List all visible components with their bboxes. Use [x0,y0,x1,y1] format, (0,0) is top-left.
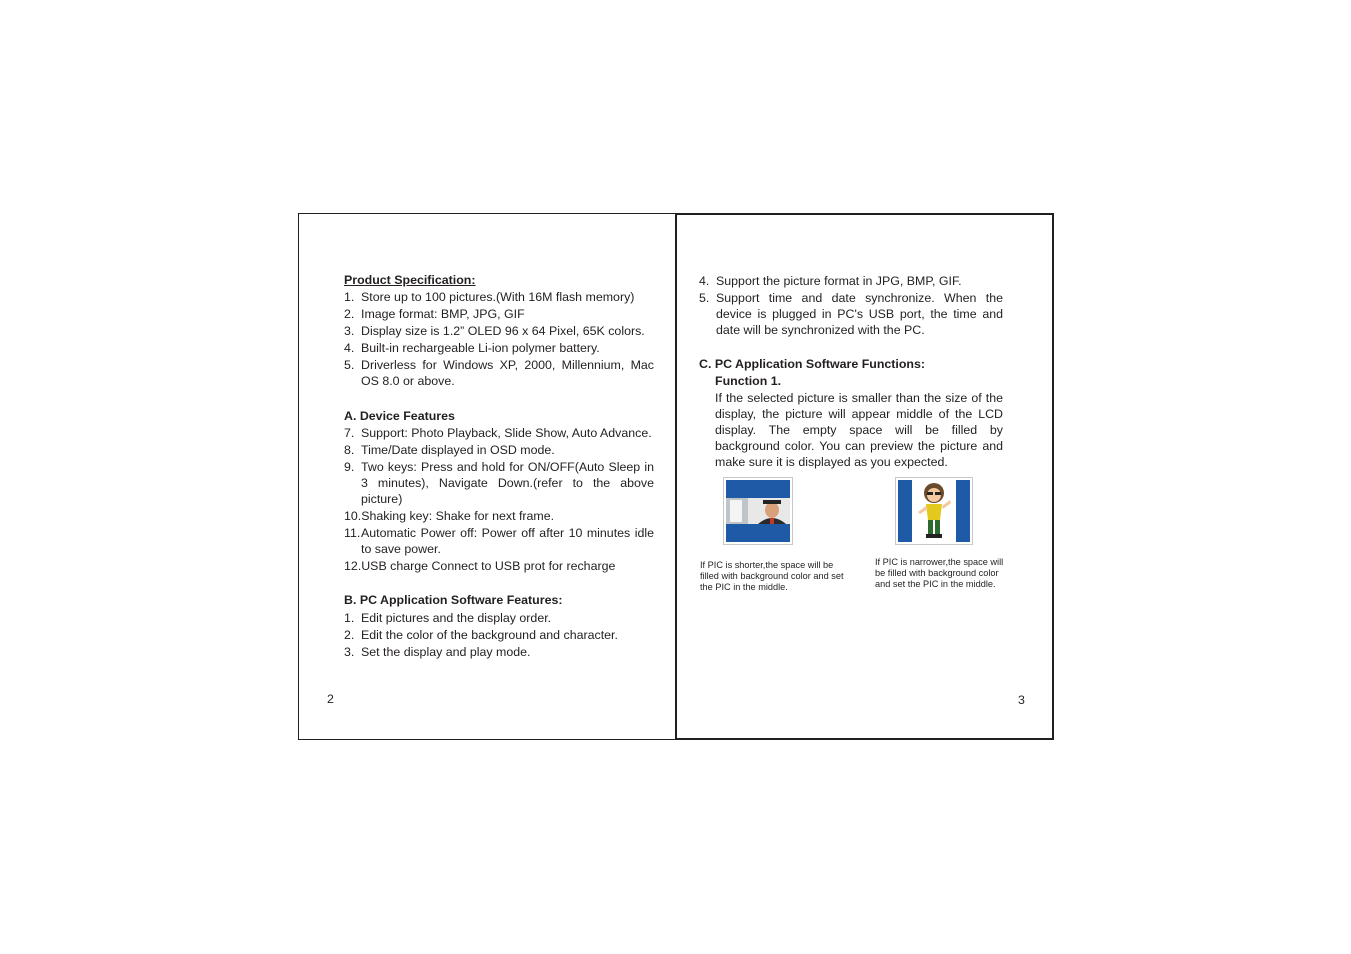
list-item: 4. Support the picture format in JPG, BMP, GIF. [699,274,962,288]
page-number: 3 [1018,693,1025,707]
list-item: 2. Image format: BMP, JPG, GIF [344,307,525,321]
page-number: 2 [327,692,334,706]
left-page [298,213,676,740]
list-item: 8. Time/Date displayed in OSD mode. [344,443,555,457]
list-item: 1. Edit pictures and the display order. [344,611,552,625]
list-item: 7. Support: Photo Playback, Slide Show, Auto Advance. [344,426,652,440]
graduate-photo-icon [724,478,792,544]
right-page [675,213,1054,740]
product-spec-heading: Product Specification: [344,273,476,287]
list-item: 11. Automatic Power off: Power off after 10 minutes idle to save power. [344,526,654,556]
figure-narrower-picture [895,477,973,545]
continued-feature-list [699,273,1003,338]
software-features-heading: B. PC Application Software Features: [344,593,563,607]
list-item: 1. Store up to 100 pictures.(With 16M flash memory) [344,290,635,304]
figure-shorter-picture [723,477,793,545]
device-features-heading: A. Device Features [344,409,455,423]
list-item: 9. Two keys: Press and hold for ON/OFF(Auto Sleep in 3 minutes), Navigate Down.(refer to the above picture) [344,460,654,506]
cartoon-character-icon [896,478,972,544]
product-spec-list [344,289,654,389]
list-item: 4. Built-in rechargeable Li-ion polymer battery. [344,341,600,355]
function-subheading: Function 1. [715,374,782,388]
list-item: 5. Support time and date synchronize. When the device is plugged in PC's USB port, the time and date will be synchronized with the PC. [699,291,1003,337]
list-item: 3. Set the display and play mode. [344,645,531,659]
list-item: 2. Edit the color of the background and character. [344,628,618,642]
right-page-content [699,273,1003,470]
function-description: If the selected picture is smaller than the size of the display, the picture will appear middle of the LCD display. The empty space will be filled by background color. You can preview the picture and make sure it is displayed as you expected. [715,391,1003,469]
list-item: 3. Display size is 1.2” OLED 96 x 64 Pixel, 65K colors. [344,324,645,338]
list-item: 12.USB charge Connect to USB prot for recharge [344,559,616,573]
figure-caption-shorter: If PIC is shorter,the space will be filled with background color and set the PIC in the middle. [700,560,844,592]
software-functions-heading: C. PC Application Software Functions: [699,357,926,371]
software-features-list [344,610,654,660]
figure-caption-narrower: If PIC is narrower,the space will be filled with background color and set the PIC in the middle. [875,557,1004,589]
left-page-content [344,272,654,660]
list-item: 10.Shaking key: Shake for next frame. [344,509,555,523]
device-features-list [344,425,654,574]
list-item: 5. Driverless for Windows XP, 2000, Millennium, Mac OS 8.0 or above. [344,358,654,388]
